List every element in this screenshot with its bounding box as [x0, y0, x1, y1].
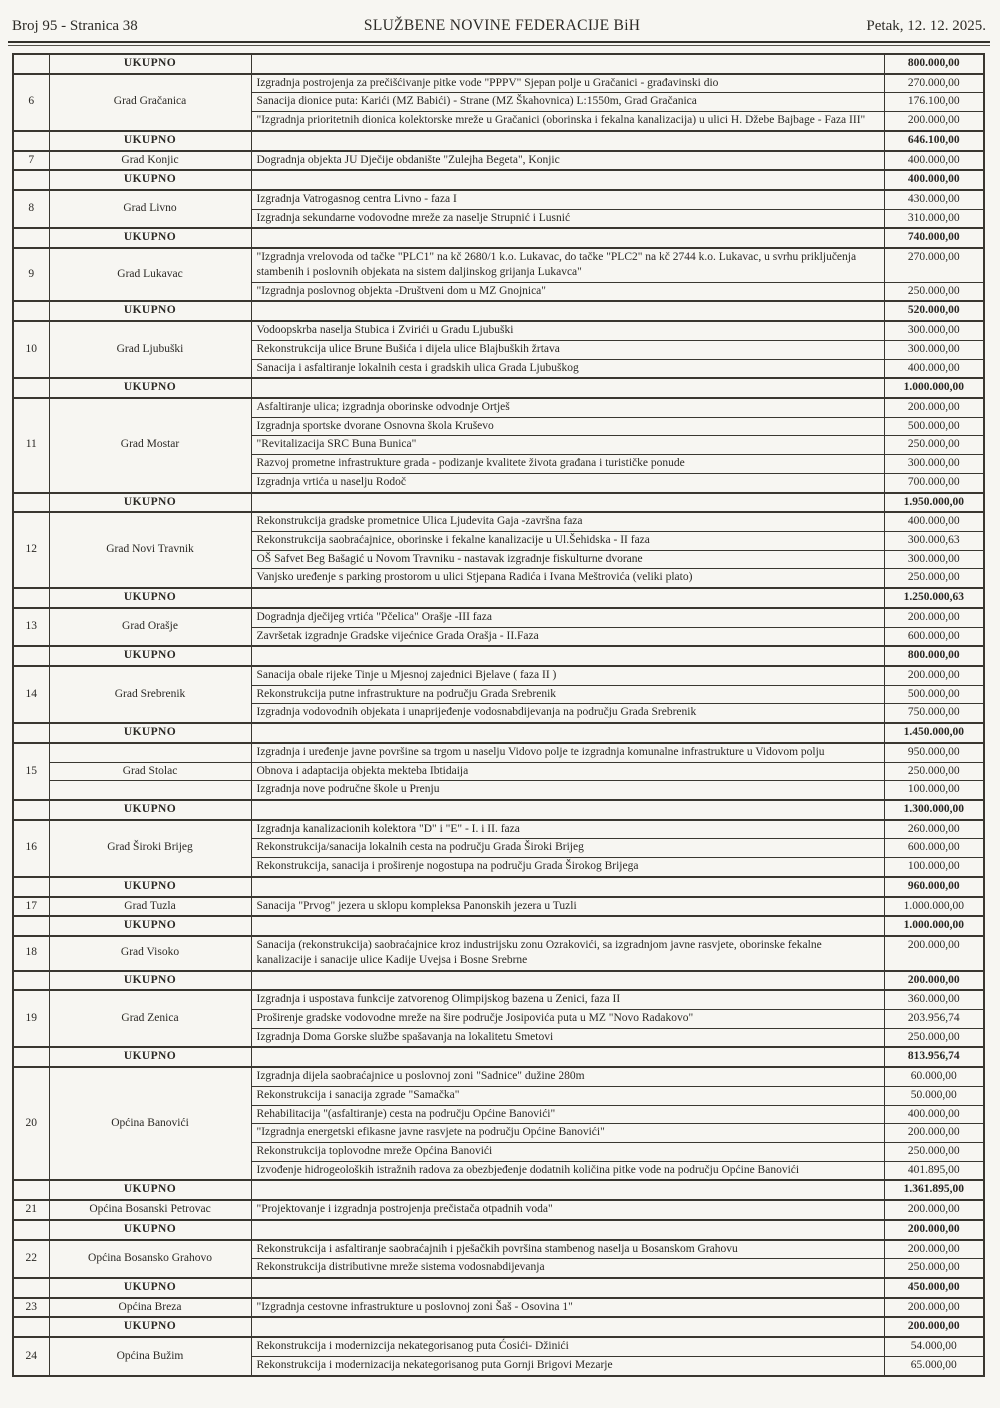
project-description: Izgradnja kanalizacionih kolektora "D" i "E" - I. i II. faza: [251, 820, 884, 839]
ukupno-description-spacer: [251, 493, 884, 513]
municipality-cell: [49, 743, 251, 762]
ukupno-number-spacer: [13, 228, 49, 248]
project-amount: 250.000,00: [884, 282, 984, 301]
municipality-cell: Grad Lukavac: [49, 248, 251, 301]
project-amount: 200.000,00: [884, 666, 984, 685]
project-row: [13, 1200, 984, 1220]
project-description: Rekonstrukcija saobraćajnice, oborinske i fekalne kanalizacije u Ul.Šehidska - II faza: [251, 531, 884, 550]
ukupno-row: [13, 1317, 984, 1337]
group-number: 10: [13, 321, 49, 378]
ukupno-number-spacer: [13, 1317, 49, 1337]
ukupno-label: UKUPNO: [49, 971, 251, 991]
project-description: Izgradnja vrtića u naselju Rodoč: [251, 473, 884, 492]
ukupno-number-spacer: [13, 916, 49, 936]
gazette-title: SLUŽBENE NOVINE FEDERACIJE BiH: [363, 17, 641, 34]
project-description: Rekonstrukcija distributivne mreže sistema vodosnabdijevanja: [251, 1259, 884, 1278]
ukupno-number-spacer: [13, 1047, 49, 1067]
project-amount: 200.000,00: [884, 1240, 984, 1259]
ukupno-row: [13, 378, 984, 398]
ukupno-label: UKUPNO: [49, 131, 251, 151]
ukupno-label: UKUPNO: [49, 170, 251, 190]
ukupno-amount: 1.300.000,00: [884, 800, 984, 820]
project-amount: 700.000,00: [884, 473, 984, 492]
group-number: 12: [13, 512, 49, 588]
project-row: [13, 321, 984, 340]
municipality-cell: Grad Mostar: [49, 398, 251, 493]
ukupno-amount: 1.361.895,00: [884, 1180, 984, 1200]
ukupno-row: [13, 877, 984, 897]
ukupno-amount: 1.450.000,00: [884, 723, 984, 743]
group-number: 8: [13, 190, 49, 228]
project-description: Sanacija dionice puta: Karići (MZ Babići) - Strane (MZ Škahovnica) L:1550m, Grad Gračanica: [251, 93, 884, 112]
municipality-cell: Grad Konjic: [49, 151, 251, 171]
ukupno-row: [13, 646, 984, 666]
group-number: 9: [13, 248, 49, 301]
project-description: Vanjsko uređenje s parking prostorom u ulici Stjepana Radića i Ivana Meštrovića (veliki plato): [251, 569, 884, 588]
project-row: [13, 512, 984, 531]
page-header: [0, 0, 1000, 41]
ukupno-description-spacer: [251, 971, 884, 991]
project-row: [13, 74, 984, 93]
ukupno-row: [13, 131, 984, 151]
project-amount: 250.000,00: [884, 1028, 984, 1047]
project-row: [13, 743, 984, 762]
municipality-cell: Grad Tuzla: [49, 897, 251, 917]
project-description: Izgradnja i uređenje javne površine sa trgom u naselju Vidovo polje te izgradnja komunalne infrastrukture u Vidovom polju: [251, 743, 884, 762]
ukupno-number-spacer: [13, 493, 49, 513]
project-row: [13, 398, 984, 417]
project-amount: 1.000.000,00: [884, 897, 984, 917]
project-amount: 200.000,00: [884, 1298, 984, 1318]
ukupno-description-spacer: [251, 723, 884, 743]
ukupno-amount: 740.000,00: [884, 228, 984, 248]
ukupno-amount: 200.000,00: [884, 971, 984, 991]
project-row: [13, 1337, 984, 1356]
project-amount: 750.000,00: [884, 704, 984, 723]
project-row: [13, 1298, 984, 1318]
ukupno-row: [13, 800, 984, 820]
ukupno-amount: 1.000.000,00: [884, 916, 984, 936]
ukupno-label: UKUPNO: [49, 916, 251, 936]
group-number: 18: [13, 936, 49, 970]
project-amount: 250.000,00: [884, 569, 984, 588]
project-row: [13, 936, 984, 970]
project-amount: 300.000,00: [884, 455, 984, 474]
project-description: Izgradnja sportske dvorane Osnovna škola Kruševo: [251, 417, 884, 436]
ukupno-row: [13, 916, 984, 936]
group-number: 23: [13, 1298, 49, 1318]
project-amount: 600.000,00: [884, 627, 984, 646]
project-description: Rekonstrukcija i sanacija zgrade "Samačka": [251, 1086, 884, 1105]
project-amount: 176.100,00: [884, 93, 984, 112]
project-description: Izgradnja vodovodnih objekata i unaprijeđenje vodosnabdijevanja na području Grada Srebrenik: [251, 704, 884, 723]
project-description: Proširenje gradske vodovodne mreže na šire područje Josipovića puta u MZ "Novo Radakovo": [251, 1009, 884, 1028]
ukupno-label: UKUPNO: [49, 1047, 251, 1067]
ukupno-row: [13, 301, 984, 321]
ukupno-label: UKUPNO: [49, 723, 251, 743]
project-amount: 250.000,00: [884, 1142, 984, 1161]
ukupno-amount: 800.000,00: [884, 646, 984, 666]
project-description: Rekonstrukcija toplovodne mreže Općina Banovići: [251, 1142, 884, 1161]
project-description: Izvođenje hidrogeoloških istražnih radova za obezbjeđenje dodatnih količina pitke vode na području Općine Banovići: [251, 1161, 884, 1180]
municipality-cell: Općina Bosansko Grahovo: [49, 1240, 251, 1278]
group-number: 14: [13, 666, 49, 723]
group-number: 20: [13, 1067, 49, 1180]
municipality-cell: Grad Zenica: [49, 990, 251, 1047]
group-number: 24: [13, 1337, 49, 1375]
group-number: 13: [13, 608, 49, 646]
project-description: Sanacija obale rijeke Tinje u Mjesnoj zajednici Bjelave ( faza II ): [251, 666, 884, 685]
ukupno-number-spacer: [13, 1278, 49, 1298]
ukupno-description-spacer: [251, 1047, 884, 1067]
ukupno-row: [13, 54, 984, 74]
project-amount: 400.000,00: [884, 512, 984, 531]
project-row: [13, 666, 984, 685]
ukupno-amount: 960.000,00: [884, 877, 984, 897]
project-amount: 600.000,00: [884, 839, 984, 858]
project-amount: 300.000,00: [884, 340, 984, 359]
project-amount: 300.000,00: [884, 550, 984, 569]
project-amount: 203.956,74: [884, 1009, 984, 1028]
project-amount: 250.000,00: [884, 1259, 984, 1278]
ukupno-amount: 646.100,00: [884, 131, 984, 151]
project-row: [13, 897, 984, 917]
ukupno-number-spacer: [13, 800, 49, 820]
project-amount: 270.000,00: [884, 74, 984, 93]
project-row: [13, 820, 984, 839]
project-row: [13, 190, 984, 209]
ukupno-description-spacer: [251, 54, 884, 74]
project-description: "Projektovanje i izgradnja postrojenja prečistača otpadnih voda": [251, 1200, 884, 1220]
project-amount: 260.000,00: [884, 820, 984, 839]
ukupno-row: [13, 228, 984, 248]
group-number: 11: [13, 398, 49, 493]
project-description: Rehabilitacija "(asfaltiranje) cesta na području Općine Banovići": [251, 1105, 884, 1124]
ukupno-label: UKUPNO: [49, 228, 251, 248]
project-amount: 100.000,00: [884, 858, 984, 877]
ukupno-label: UKUPNO: [49, 1317, 251, 1337]
project-description: Obnova i adaptacija objekta mekteba Ibtidaija: [251, 762, 884, 781]
ukupno-label: UKUPNO: [49, 1180, 251, 1200]
municipality-cell: Grad Ljubuški: [49, 321, 251, 378]
municipality-cell: Grad Novi Travnik: [49, 512, 251, 588]
ukupno-label: UKUPNO: [49, 877, 251, 897]
project-description: Izgradnja dijela saobraćajnice u poslovnoj zoni "Sadnice" dužine 280m: [251, 1067, 884, 1086]
project-description: "Izgradnja cestovne infrastrukture u poslovnoj zoni Šaš - Osovina 1": [251, 1298, 884, 1318]
ukupno-amount: 1.250.000,63: [884, 588, 984, 608]
project-amount: 54.000,00: [884, 1337, 984, 1356]
ukupno-row: [13, 1047, 984, 1067]
ukupno-label: UKUPNO: [49, 301, 251, 321]
ukupno-description-spacer: [251, 877, 884, 897]
project-amount: 250.000,00: [884, 436, 984, 455]
project-description: Izgradnja Doma Gorske službe spašavanja na lokalitetu Smetovi: [251, 1028, 884, 1047]
project-description: Izgradnja Vatrogasnog centra Livno - faza I: [251, 190, 884, 209]
ukupno-amount: 200.000,00: [884, 1220, 984, 1240]
project-amount: 430.000,00: [884, 190, 984, 209]
project-amount: 950.000,00: [884, 743, 984, 762]
ukupno-number-spacer: [13, 877, 49, 897]
project-amount: 400.000,00: [884, 1105, 984, 1124]
project-description: Rekonstrukcija i modernizcija nekategorisanog puta Ćosići- Džinići: [251, 1337, 884, 1356]
project-amount: 100.000,00: [884, 781, 984, 800]
project-amount: 60.000,00: [884, 1067, 984, 1086]
municipality-cell: Grad Livno: [49, 190, 251, 228]
allocation-table: [12, 53, 985, 1377]
project-amount: 250.000,00: [884, 762, 984, 781]
project-row: [13, 151, 984, 171]
group-number: 16: [13, 820, 49, 877]
project-description: Dogradnja objekta JU Dječije obdanište "Zulejha Begeta", Konjic: [251, 151, 884, 171]
municipality-cell: Općina Bosanski Petrovac: [49, 1200, 251, 1220]
municipality-cell: Grad Gračanica: [49, 74, 251, 131]
project-amount: 500.000,00: [884, 417, 984, 436]
group-number: 6: [13, 74, 49, 131]
project-amount: 50.000,00: [884, 1086, 984, 1105]
project-description: Rekonstrukcija i modernizacija nekategorisanog puta Gornji Brigovi Mezarje: [251, 1356, 884, 1375]
project-row: [13, 248, 984, 282]
ukupno-amount: 200.000,00: [884, 1317, 984, 1337]
ukupno-description-spacer: [251, 588, 884, 608]
ukupno-row: [13, 588, 984, 608]
project-description: Rekonstrukcija i asfaltiranje saobraćajnih i pješačkih površina stambenog naselja u Bosanskom Grahovu: [251, 1240, 884, 1259]
project-row: [13, 1067, 984, 1086]
ukupno-label: UKUPNO: [49, 646, 251, 666]
allocation-table-body: [13, 54, 984, 1376]
ukupno-number-spacer: [13, 1220, 49, 1240]
project-description: Rekonstrukcija gradske prometnice Ulica Ljudevita Gaja -završna faza: [251, 512, 884, 531]
ukupno-number-spacer: [13, 723, 49, 743]
group-number: 21: [13, 1200, 49, 1220]
ukupno-description-spacer: [251, 1220, 884, 1240]
group-number: 7: [13, 151, 49, 171]
ukupno-label: UKUPNO: [49, 493, 251, 513]
project-row: [13, 990, 984, 1009]
project-description: Sanacija "Prvog" jezera u sklopu kompleksa Panonskih jezera u Tuzli: [251, 897, 884, 917]
project-description: Rekonstrukcija/sanacija lokalnih cesta na području Grada Široki Brijeg: [251, 839, 884, 858]
ukupno-row: [13, 1220, 984, 1240]
ukupno-label: UKUPNO: [49, 800, 251, 820]
ukupno-description-spacer: [251, 1317, 884, 1337]
ukupno-number-spacer: [13, 378, 49, 398]
project-description: Izgradnja i uspostava funkcije zatvorenog Olimpijskog bazena u Zenici, faza II: [251, 990, 884, 1009]
project-row: [13, 762, 984, 781]
project-amount: 310.000,00: [884, 209, 984, 228]
project-amount: 300.000,00: [884, 321, 984, 340]
ukupno-amount: 450.000,00: [884, 1278, 984, 1298]
project-amount: 270.000,00: [884, 248, 984, 282]
municipality-cell: Grad Široki Brijeg: [49, 820, 251, 877]
ukupno-number-spacer: [13, 170, 49, 190]
project-description: Izgradnja postrojenja za prečišćivanje pitke vode "PPPV" Sjepan polje u Gračanici - građavinski dio: [251, 74, 884, 93]
ukupno-number-spacer: [13, 131, 49, 151]
project-description: Izgradnja nove područne škole u Prenju: [251, 781, 884, 800]
project-description: Sanacija (rekonstrukcija) saobraćajnice kroz industrijsku zonu Ozrakovići, sa izgradnjom javne rasvjete, oborinske fekalne kanalizacije i sanacije ulice Kadije Uvejsa i Bosne Srebrne: [251, 936, 884, 970]
group-number: 17: [13, 897, 49, 917]
ukupno-description-spacer: [251, 1180, 884, 1200]
ukupno-description-spacer: [251, 228, 884, 248]
ukupno-description-spacer: [251, 916, 884, 936]
municipality-cell: Grad Stolac: [49, 762, 251, 781]
ukupno-number-spacer: [13, 971, 49, 991]
project-amount: 65.000,00: [884, 1356, 984, 1375]
ukupno-row: [13, 723, 984, 743]
ukupno-number-spacer: [13, 301, 49, 321]
ukupno-amount: 800.000,00: [884, 54, 984, 74]
project-description: "Izgradnja vrelovoda od tačke "PLC1" na kč 2680/1 k.o. Lukavac, do tačke "PLC2" na kč 2744 k.o. Lukavac, u svrhu priključenja stambenih i poslovnih objekata na sistem daljinskog grijanja Lukavca": [251, 248, 884, 282]
project-amount: 200.000,00: [884, 112, 984, 131]
municipality-cell: Općina Bužim: [49, 1337, 251, 1375]
project-description: Rekonstrukcija putne infrastrukture na području Grada Srebrenik: [251, 685, 884, 704]
group-number: 15: [13, 743, 49, 800]
project-amount: 400.000,00: [884, 359, 984, 378]
project-row: [13, 1240, 984, 1259]
project-row: [13, 608, 984, 627]
project-amount: 500.000,00: [884, 685, 984, 704]
ukupno-number-spacer: [13, 646, 49, 666]
group-number: 19: [13, 990, 49, 1047]
ukupno-label: UKUPNO: [49, 378, 251, 398]
ukupno-amount: 1.000.000,00: [884, 378, 984, 398]
ukupno-label: UKUPNO: [49, 1278, 251, 1298]
project-description: Rekonstrukcija, sanacija i proširenje nogostupa na području Grada Širokog Brijega: [251, 858, 884, 877]
project-amount: 401.895,00: [884, 1161, 984, 1180]
ukupno-amount: 813.956,74: [884, 1047, 984, 1067]
project-amount: 200.000,00: [884, 1124, 984, 1143]
ukupno-row: [13, 170, 984, 190]
ukupno-description-spacer: [251, 800, 884, 820]
municipality-cell: Općina Banovići: [49, 1067, 251, 1180]
project-description: Vodoopskrba naselja Stubica i Zvirići u Gradu Ljubuški: [251, 321, 884, 340]
project-description: Sanacija i asfaltiranje lokalnih cesta i gradskih ulica Grada Ljubuškog: [251, 359, 884, 378]
municipality-cell: Grad Orašje: [49, 608, 251, 646]
ukupno-number-spacer: [13, 1180, 49, 1200]
project-description: "Izgradnja poslovnog objekta -Društveni dom u MZ Gnojnica": [251, 282, 884, 301]
project-amount: 200.000,00: [884, 398, 984, 417]
project-amount: 200.000,00: [884, 608, 984, 627]
municipality-cell: Grad Visoko: [49, 936, 251, 970]
group-number: 22: [13, 1240, 49, 1278]
ukupno-row: [13, 1180, 984, 1200]
project-amount: 360.000,00: [884, 990, 984, 1009]
project-row: [13, 781, 984, 800]
project-description: "Revitalizacija SRC Buna Bunica": [251, 436, 884, 455]
ukupno-description-spacer: [251, 131, 884, 151]
project-description: Završetak izgradnje Gradske vijećnice Grada Orašja - II.Faza: [251, 627, 884, 646]
ukupno-description-spacer: [251, 170, 884, 190]
ukupno-description-spacer: [251, 646, 884, 666]
ukupno-row: [13, 1278, 984, 1298]
project-amount: 400.000,00: [884, 151, 984, 171]
ukupno-description-spacer: [251, 378, 884, 398]
ukupno-description-spacer: [251, 301, 884, 321]
municipality-cell: Grad Srebrenik: [49, 666, 251, 723]
ukupno-amount: 400.000,00: [884, 170, 984, 190]
ukupno-description-spacer: [251, 1278, 884, 1298]
ukupno-amount: 1.950.000,00: [884, 493, 984, 513]
project-amount: 300.000,63: [884, 531, 984, 550]
ukupno-label: UKUPNO: [49, 1220, 251, 1240]
project-amount: 200.000,00: [884, 936, 984, 970]
header-divider: [8, 41, 990, 46]
project-description: "Izgradnja energetski efikasne javne rasvjete na području Općine Banovići": [251, 1124, 884, 1143]
project-amount: 200.000,00: [884, 1200, 984, 1220]
date-label: Petak, 12. 12. 2025.: [866, 18, 986, 34]
issue-page-label: Broj 95 - Stranica 38: [12, 18, 138, 34]
ukupno-amount: 520.000,00: [884, 301, 984, 321]
ukupno-label: UKUPNO: [49, 588, 251, 608]
project-description: Izgradnja sekundarne vodovodne mreže za naselje Strupnić i Lusnić: [251, 209, 884, 228]
ukupno-number-spacer: [13, 54, 49, 74]
ukupno-number-spacer: [13, 588, 49, 608]
project-description: Dogradnja dječijeg vrtića "Pčelica" Orašje -III faza: [251, 608, 884, 627]
project-description: Asfaltiranje ulica; izgradnja oborinske odvodnje Ortješ: [251, 398, 884, 417]
project-description: Rekonstrukcija ulice Brune Bušića i dijela ulice Blajbuških žrtava: [251, 340, 884, 359]
project-description: OŠ Safvet Beg Bašagić u Novom Travniku - nastavak izgradnje fiskulturne dvorane: [251, 550, 884, 569]
municipality-cell: Općina Breza: [49, 1298, 251, 1318]
ukupno-row: [13, 971, 984, 991]
municipality-cell: [49, 781, 251, 800]
ukupno-label: UKUPNO: [49, 54, 251, 74]
ukupno-row: [13, 493, 984, 513]
project-description: Razvoj prometne infrastrukture grada - podizanje kvalitete života građana i turističke ponude: [251, 455, 884, 474]
project-description: "Izgradnja prioritetnih dionica kolektorske mreže u Gračanici (oborinska i fekalna kanalizacija) u ulici H. Džebe Bajbage - Faza III": [251, 112, 884, 131]
